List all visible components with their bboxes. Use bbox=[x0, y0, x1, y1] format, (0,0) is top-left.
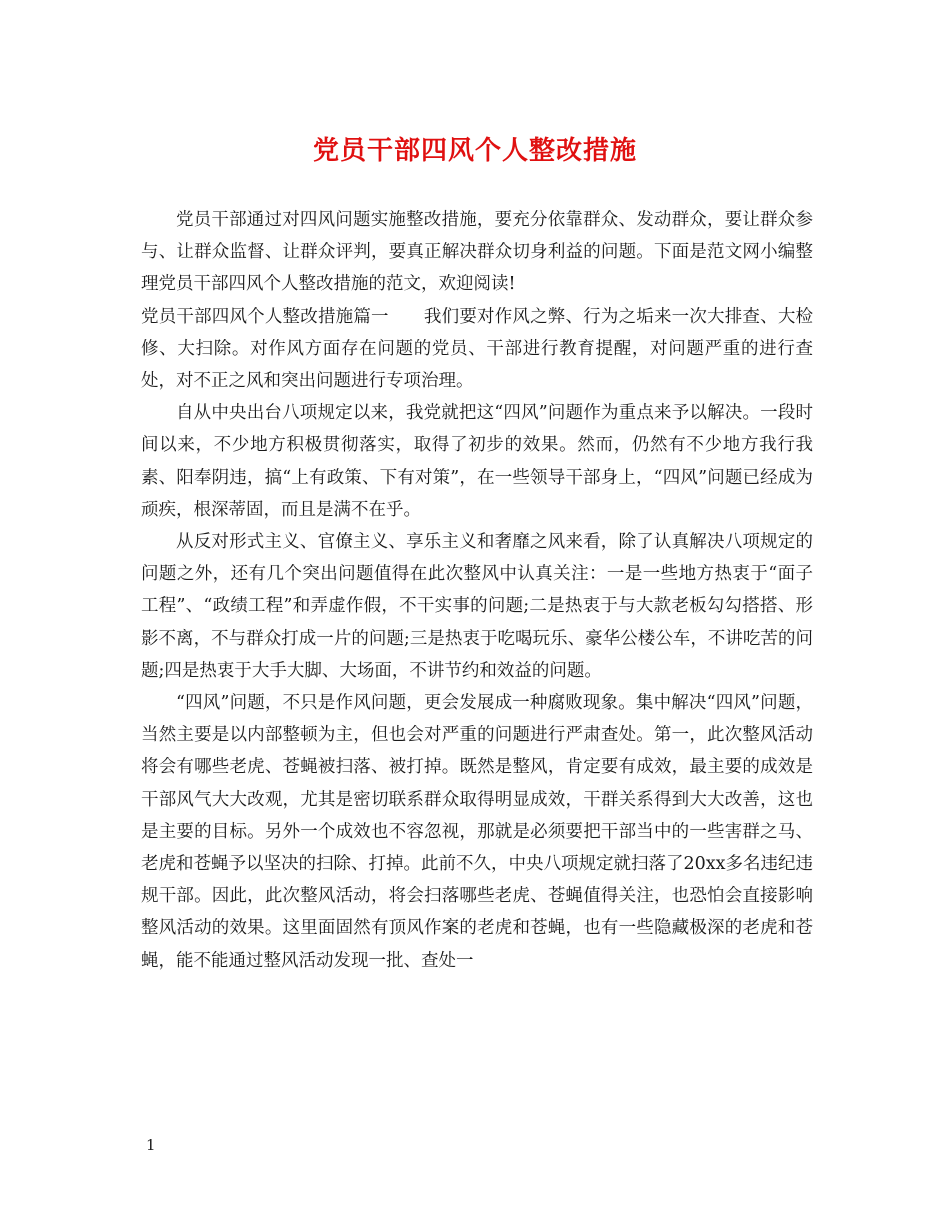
document-body bbox=[141, 204, 813, 977]
page-number: 1 bbox=[146, 1136, 156, 1154]
body-paragraph-3: “四风”问题，不只是作风问题，更会发展成一种腐败现象。集中解决“四风”问题，当然主要是以内部整顿为主，但也会对严重的问题进行严肃查处。第一，此次整风活动将会有哪些老虎、苍蝇被扫落、被打掉。既然是整风，肯定要有成效，最主要的成效是干部风气大大改观，尤其是密切联系群众取得明显成效，干群关系得到大大改善，这也是主要的目标。另外一个成效也不容忽视，那就是必须要把干部当中的一些害群之马、老虎和苍蝇予以坚决的扫除、打掉。此前不久，中央八项规定就扫落了20xx多名违纪违规干部。因此，此次整风活动，将会扫落哪些老虎、苍蝇值得关注，也恐怕会直接影响整风活动的效果。这里面固然有顶风作案的老虎和苍蝇，也有一些隐藏极深的老虎和苍蝇，能不能通过整风活动发现一批、查处一 bbox=[141, 693, 814, 971]
intro-paragraph: 党员干部通过对四风问题实施整改措施，要充分依靠群众、发动群众，要让群众参与、让群众监督、让群众评判，要真正解决群众切身利益的问题。下面是范文网小编整理党员干部四风个人整改措施的范文，欢迎阅读! bbox=[141, 210, 813, 295]
section-paragraph bbox=[141, 301, 813, 398]
body-paragraph-1: 自从中央出台八项规定以来，我党就把这“四风”问题作为重点来予以解决。一段时间以来，不少地方积极贯彻落实，取得了初步的效果。然而，仍然有不少地方我行我素、阳奉阴违，搞“上有政策、下有对策”，在一些领导干部身上，“四风”问题已经成为顽疾，根深蒂固，而且是满不在乎。 bbox=[141, 403, 813, 520]
section-heading: 党员干部四风个人整改措施篇一 bbox=[141, 306, 389, 327]
section-first-text: 我们要对作风之弊、行为之垢来一次大排查、大检修、大扫除。对作风方面存在问题的党员、干部进行教育提醒，对问题严重的进行查处，对不正之风和突出问题进行专项治理。 bbox=[141, 306, 814, 392]
document-title: 党员干部四风个人整改措施 bbox=[312, 136, 637, 166]
body-paragraph-2: 从反对形式主义、官僚主义、享乐主义和奢靡之风来看，除了认真解决八项规定的问题之外，还有几个突出问题值得在此次整风中认真关注：一是一些地方热衷于“面子工程”、“政绩工程”和弄虚作假，不干实事的问题;二是热衷于与大款老板勾勾搭搭、形影不离，不与群众打成一片的问题;三是热衷于吃喝玩乐、豪华公楼公车，不讲吃苦的问题;四是热衷于大手大脚、大场面，不讲节约和效益的问题。 bbox=[141, 532, 813, 681]
